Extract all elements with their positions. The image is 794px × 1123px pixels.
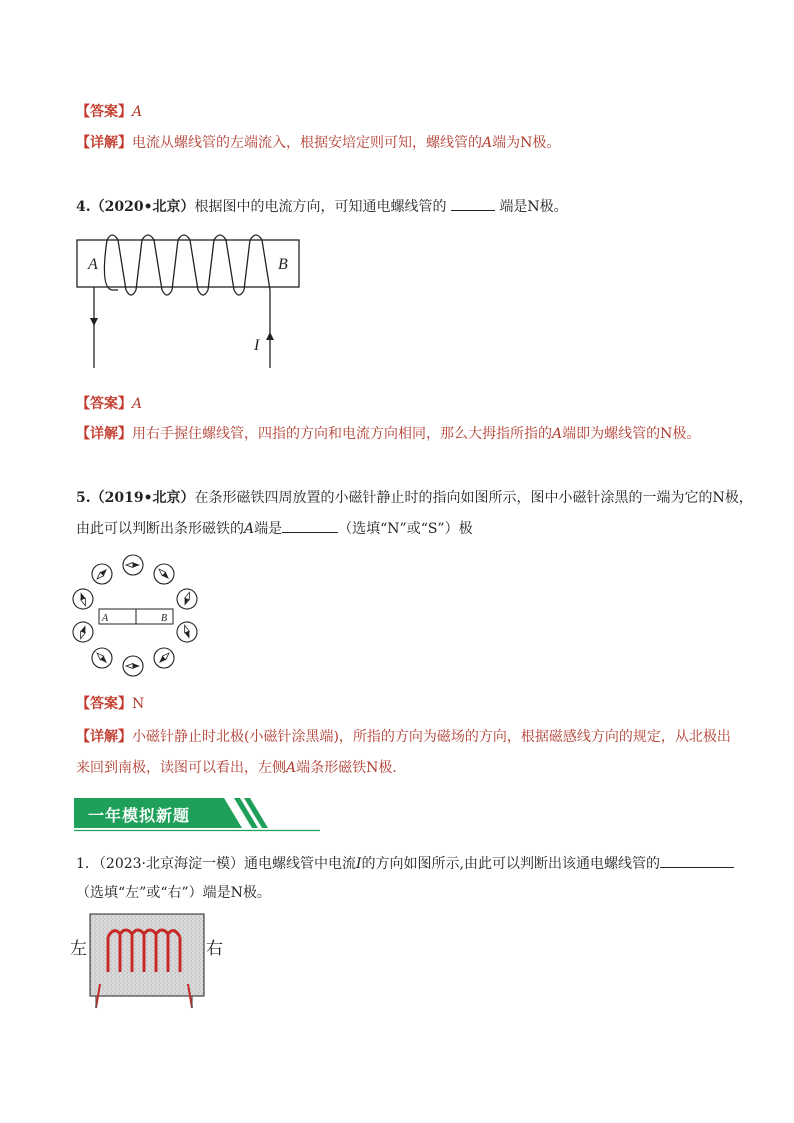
answer-value: A — [132, 396, 143, 412]
question-number: 4.（2020•北京） — [76, 199, 195, 215]
question-5-line-2 — [76, 518, 473, 539]
question-number: 1． — [76, 856, 99, 872]
detail-line-5a — [76, 727, 731, 747]
question-text: 的方向如图所示,由此可以判断出该通电螺线管的 — [361, 856, 660, 872]
compass-right-upper — [174, 586, 200, 612]
detail-italic-a: A — [482, 135, 493, 151]
compass-top-left — [88, 560, 116, 588]
compass-bottom — [123, 656, 143, 676]
answer-blank[interactable] — [282, 518, 338, 533]
current-arrow-up-icon — [266, 332, 274, 340]
compass-bottom-left — [88, 644, 116, 672]
answer-line-5 — [76, 694, 144, 714]
label-current-i: I — [254, 337, 260, 354]
detail-tag: 【详解】 — [76, 426, 132, 442]
question-text: 由此可以判断出条形磁铁的 — [76, 521, 244, 537]
detail-italic-a: A — [552, 426, 563, 442]
section-title: 一年模拟新题 — [88, 806, 191, 825]
answer-blank[interactable] — [451, 196, 495, 211]
question-text-end: （选填“N”或“S”）极 — [338, 521, 473, 537]
answer-line-3 — [76, 102, 142, 122]
answer-line-4 — [76, 394, 142, 414]
answer-blank[interactable] — [660, 853, 734, 868]
answer-tag: 【答案】 — [76, 696, 132, 712]
section-banner — [74, 798, 320, 832]
question-italic-a: A — [244, 521, 255, 537]
question-5-line-1 — [76, 488, 753, 508]
detail-tag: 【详解】 — [76, 135, 132, 151]
question-text: 在条形磁铁四周放置的小磁针静止时的指向如图所示，图中小磁针涂黑的一端为它的N极， — [194, 490, 753, 506]
question-1-line-1 — [76, 853, 734, 874]
question-text: （选填“左”或“右”）端是N极。 — [76, 885, 271, 901]
compass-top — [123, 555, 143, 575]
detail-text: 用右手握住螺线管，四指的方向和电流方向相同，那么大拇指所指的 — [132, 426, 552, 442]
detail-text: 电流从螺线管的左端流入，根据安培定则可知，螺线管的 — [132, 135, 482, 151]
compass-right-lower — [174, 619, 200, 645]
compass-bottom-right — [150, 644, 178, 672]
coil-photo — [108, 930, 180, 972]
detail-text: 小磁针静止时北极(小磁针涂黑端)，所指的方向为磁场的方向，根据磁感线方向的规定，从北极出 — [132, 729, 731, 745]
compass-top-right — [150, 560, 178, 588]
detail-text: 来回到南极，读图可以看出，左侧 — [76, 760, 286, 776]
detail-italic-a: A — [286, 760, 297, 776]
compass-left-lower — [70, 619, 96, 645]
question-text: 端是 — [254, 521, 283, 537]
current-arrow-down-icon — [90, 318, 98, 326]
photo-solenoid-figure — [70, 912, 230, 1012]
detail-text-end: 端为N极。 — [492, 135, 561, 151]
bar-magnet-figure — [66, 552, 206, 680]
magnet-label-a: A — [102, 613, 109, 624]
answer-tag: 【答案】 — [76, 396, 132, 412]
question-number: 5.（2019•北京） — [76, 490, 195, 506]
label-left: 左 — [70, 939, 87, 958]
question-text: 根据图中的电流方向，可知通电螺线管的 — [194, 199, 447, 215]
detail-text-end: 端即为螺线管的N极。 — [562, 426, 701, 442]
detail-text-end: 端条形磁铁N极. — [296, 760, 397, 776]
answer-value: N — [132, 696, 145, 712]
label-b: B — [278, 256, 288, 273]
label-right: 右 — [206, 939, 223, 958]
detail-tag: 【详解】 — [76, 729, 132, 745]
question-text-end: 端是N极。 — [499, 199, 568, 215]
compass-left-upper — [70, 586, 96, 612]
question-1-line-2 — [76, 883, 271, 903]
question-text: （2023·北京海淀一模）通电螺线管中电流 — [98, 856, 356, 872]
label-a: A — [88, 256, 98, 273]
answer-tag: 【答案】 — [76, 104, 132, 120]
solenoid-figure — [70, 228, 310, 378]
detail-line-4 — [76, 424, 700, 444]
detail-line-5b — [76, 758, 397, 778]
magnet-label-b: B — [161, 613, 168, 624]
detail-line-3 — [76, 133, 560, 153]
answer-value: A — [132, 104, 143, 120]
question-italic-i: I — [356, 856, 362, 872]
question-4 — [76, 196, 568, 217]
